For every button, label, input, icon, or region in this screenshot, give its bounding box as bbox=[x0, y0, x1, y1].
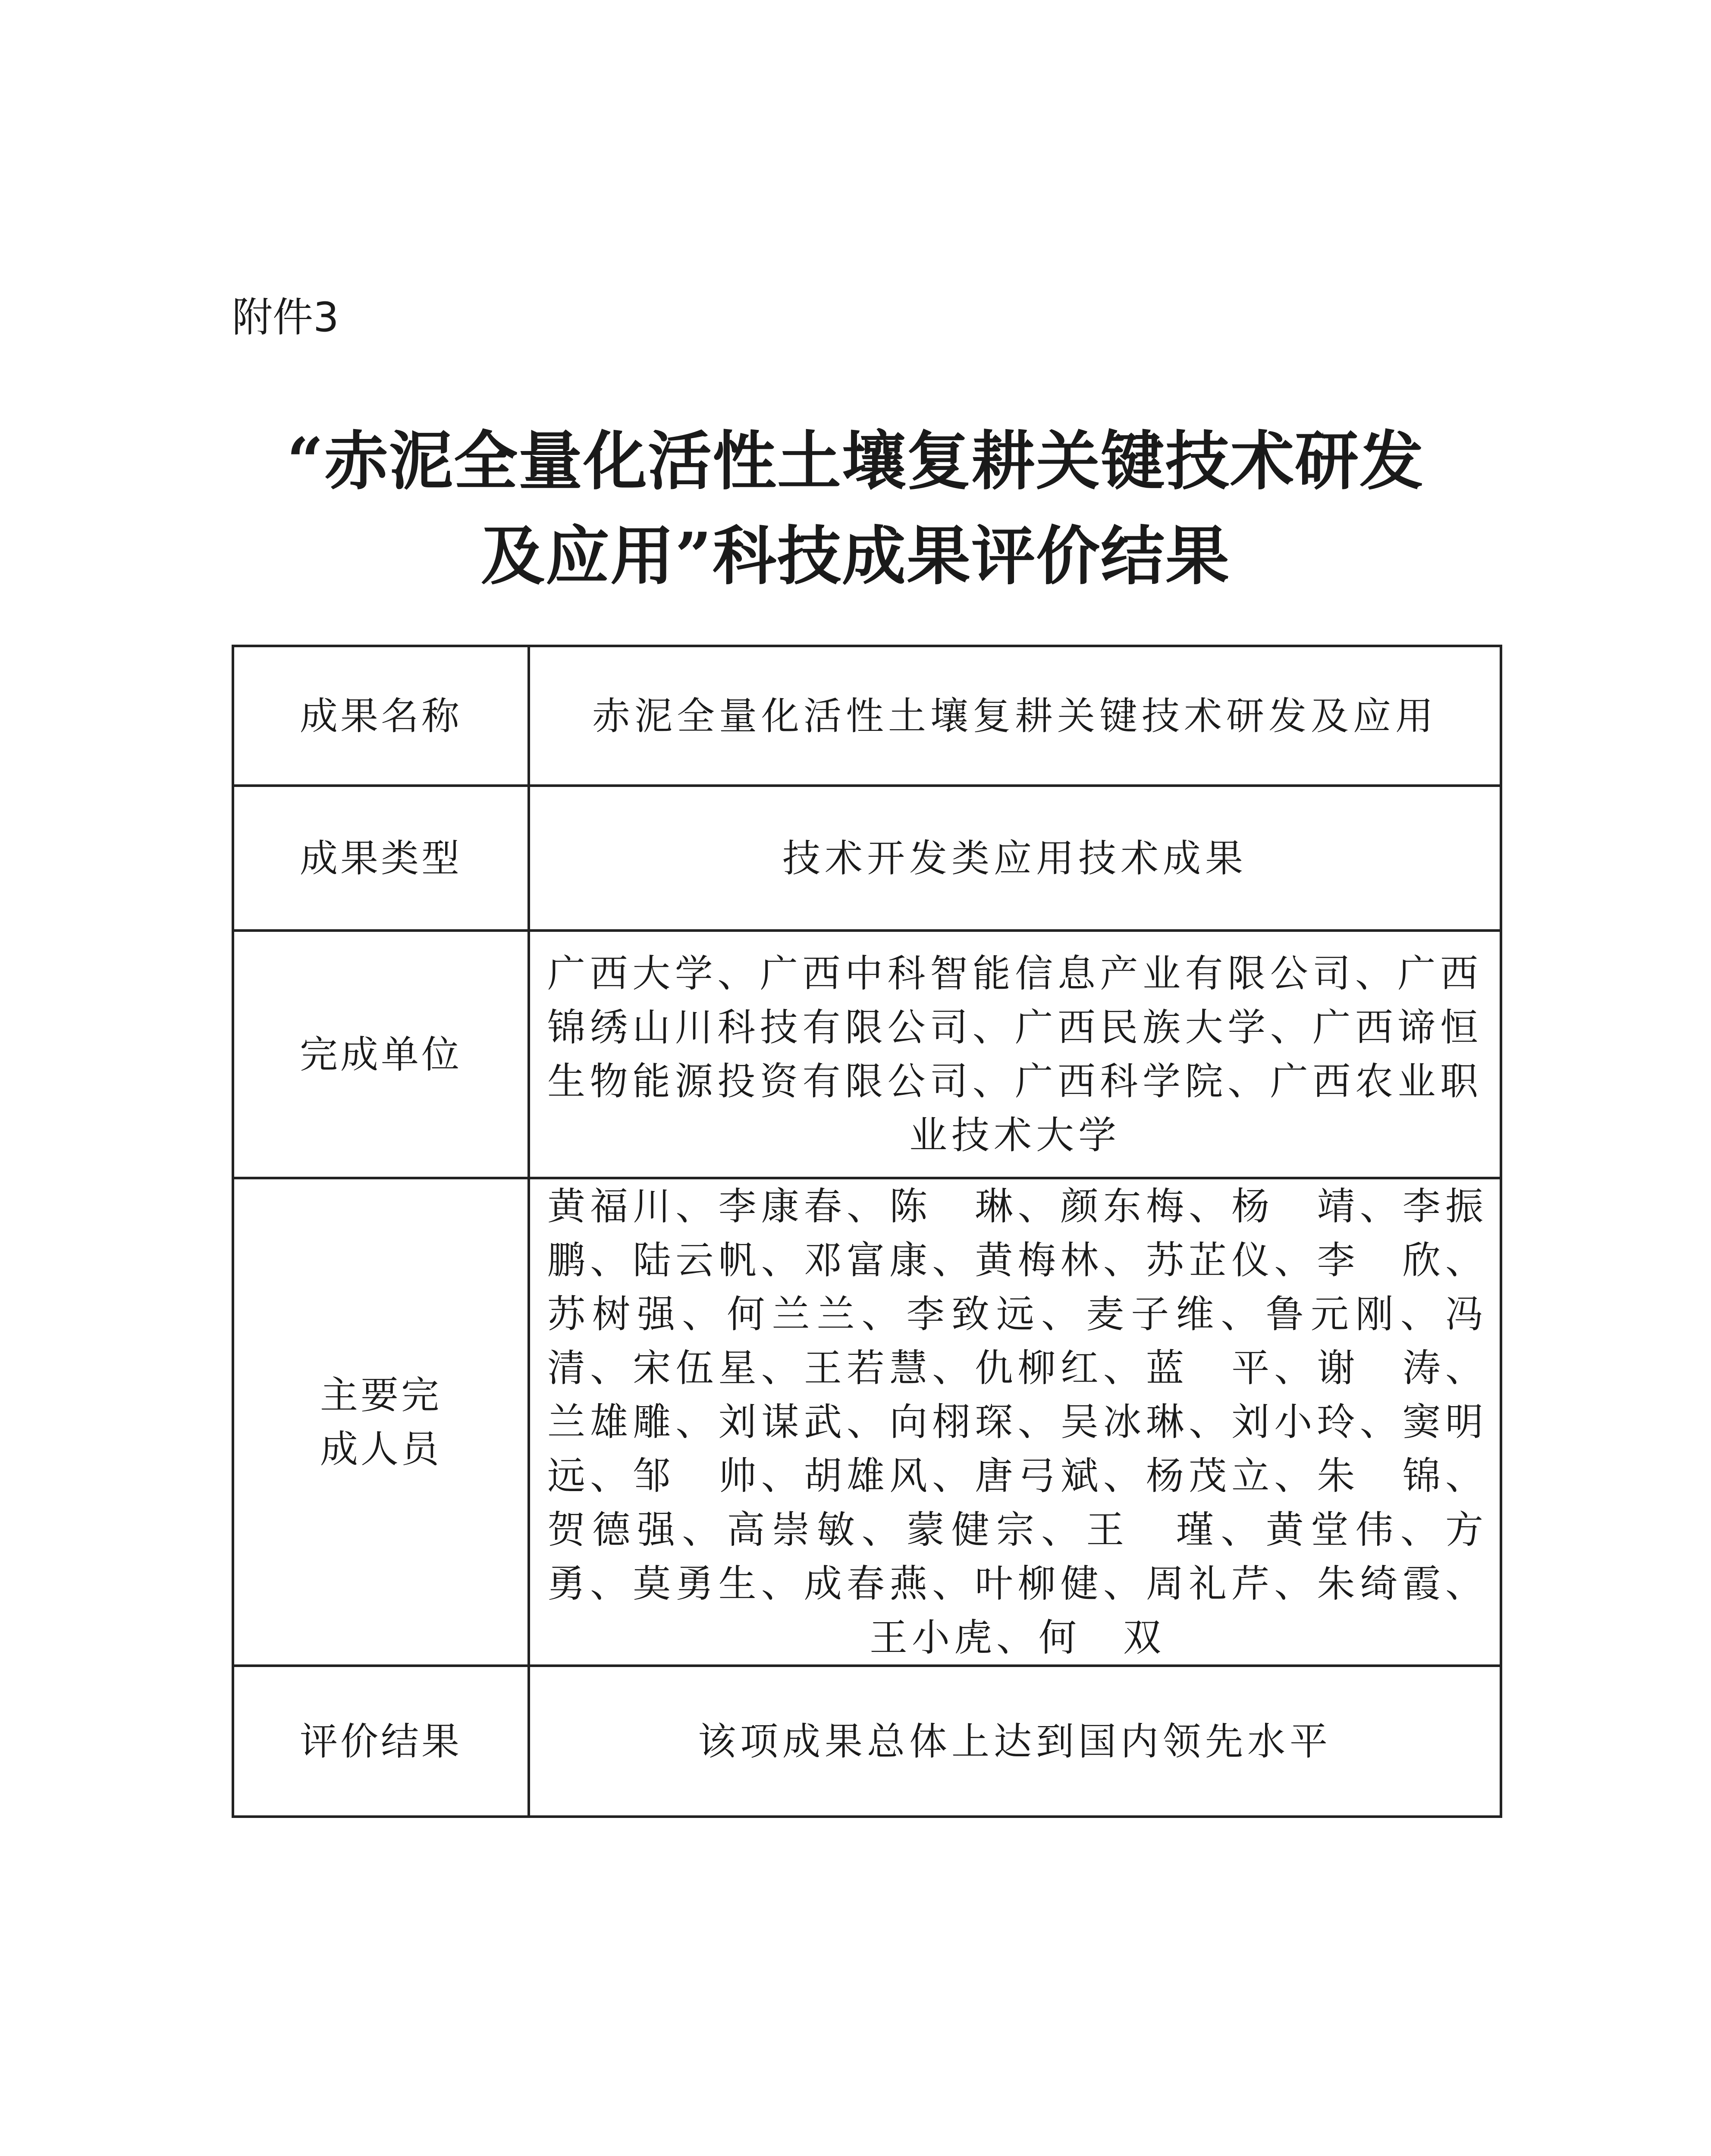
main-contributors-label bbox=[233, 1178, 529, 1666]
achievement-name-value: 赤泥全量化活性土壤复耕关键技术研发及应用 bbox=[529, 646, 1501, 786]
document-title-line-2: 及应用”科技成果评价结果 bbox=[480, 518, 1231, 593]
completing-units-label: 完成单位 bbox=[233, 931, 529, 1178]
evaluation-result-value: 该项成果总体上达到国内领先水平 bbox=[529, 1666, 1501, 1817]
attachment-label: 附件3 bbox=[232, 294, 339, 341]
main-contributors-cell bbox=[529, 1178, 1530, 1666]
document-title-line-1: “赤泥全量化活性土壤复耕关键技术研发 bbox=[286, 423, 1425, 498]
achievement-name-label: 成果名称 bbox=[233, 646, 529, 786]
achievement-type-value: 技术开发类应用技术成果 bbox=[529, 786, 1501, 931]
table-row-evaluation-result bbox=[233, 1666, 1501, 1817]
table-row-achievement-type bbox=[233, 786, 1501, 931]
table-row-main-contributors bbox=[233, 1178, 1501, 1666]
evaluation-result-label: 评价结果 bbox=[233, 1666, 529, 1817]
main-contributors-label-text: 主要完成人员 bbox=[320, 1373, 442, 1471]
evaluation-result-table bbox=[232, 645, 1530, 1818]
table-row-completing-units bbox=[233, 931, 1501, 1178]
achievement-type-label: 成果类型 bbox=[233, 786, 529, 931]
table-row-achievement-name bbox=[233, 646, 1501, 786]
completing-units-value: 广西大学、广西中科智能信息产业有限公司、广西锦绣山川科技有限公司、广西民族大学、广西谛恒生物能源投资有限公司、广西科学院、广西农业职业技术大学 bbox=[529, 931, 1501, 1178]
main-contributors-value: 黄福川、李康春、陈 琳、颜东梅、杨 靖、李振鹏、陆云帆、邓富康、黄梅林、苏芷仪、李 欣、苏树强、何兰兰、李致远、麦子维、鲁元刚、冯 清、宋伍星、王若慧、仇柳红、蓝 平、谢 涛、兰雄雕、刘谋武、向栩琛、吴冰琳、刘小玲、窦明远、邹 帅、胡雄风、唐弓斌、杨茂立、朱 锦、贺德强、高崇敏、蒙健宗、王 瑾、黄堂伟、方 勇、莫勇生、成春燕、叶柳健、周礼芹、朱绮霞、王小虎、何 双 bbox=[547, 1184, 1530, 1660]
